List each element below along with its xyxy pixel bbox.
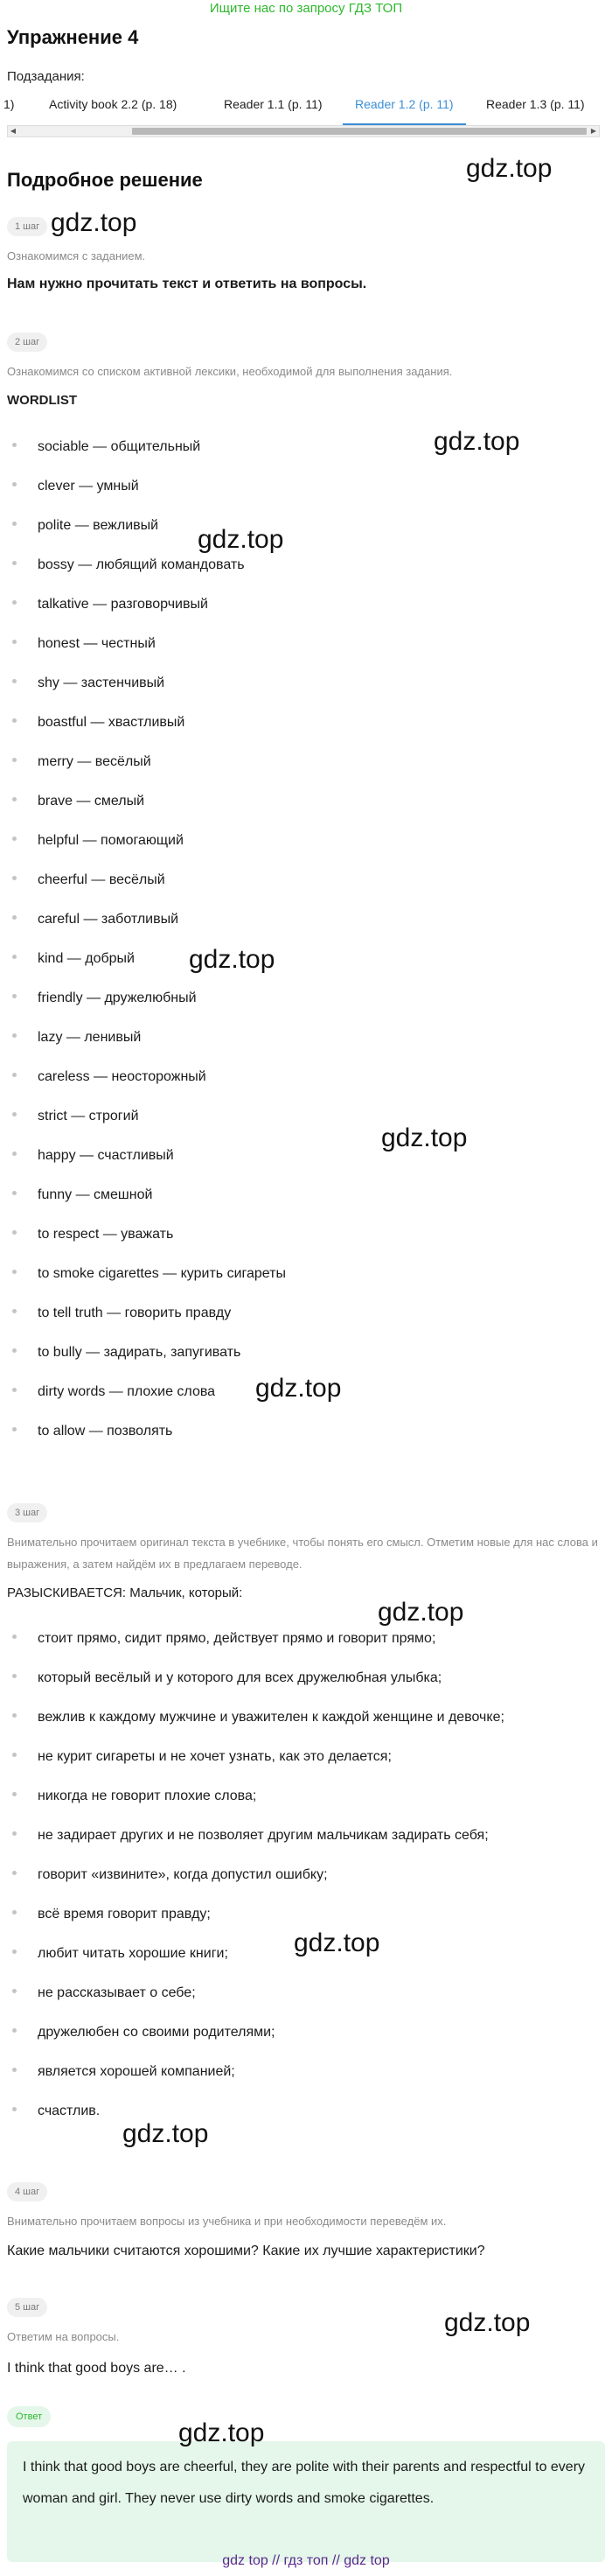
list-item [12,794,144,809]
bullet-icon [12,1191,17,1195]
bullet-icon [12,994,17,998]
bullet-icon [12,2107,17,2111]
list-item [12,1424,172,1439]
bullet-icon [12,1713,17,1718]
wordlist-title: WORDLIST [7,393,77,408]
list-item-text: happy — счастливый [38,1148,174,1163]
bullet-icon [12,600,17,605]
bullet-icon [12,1270,17,1274]
list-item [12,1069,206,1085]
list-item-text: funny — смешной [38,1187,153,1202]
list-item-text: не рассказывает о себе; [38,1985,196,2000]
list-item-text: любит читать хорошие книги; [38,1946,228,1961]
step-4-description: Внимательно прочитаем вопросы из учебника и при необходимости переведём их. [7,2215,447,2228]
list-item [12,1030,141,1046]
bullet-icon [12,1152,17,1156]
list-item [12,1749,392,1765]
list-item-text: friendly — дружелюбный [38,990,197,1005]
promo-banner[interactable]: Ищите нас по запросу ГДЗ ТОП [209,1,403,16]
list-item [12,2104,100,2119]
watermark: gdz.top [178,2418,265,2447]
bullet-icon [12,876,17,880]
list-item [12,1907,211,1922]
list-item [12,636,156,652]
list-item-text: не задирает других и не позволяет другим мальчикам задирать себя; [38,1828,489,1843]
wanted-heading: РАЗЫСКИВАЕТСЯ: Мальчик, который: [7,1586,243,1600]
answer-box [7,2441,605,2562]
list-item [12,990,197,1006]
list-item [12,676,164,691]
bullet-icon [12,522,17,526]
list-item-text: to smoke cigarettes — курить сигареты [38,1266,286,1281]
step-4-badge: 4 шаг [7,2182,47,2202]
subtasks-label: Подзадания: [7,69,85,84]
list-item [12,479,139,494]
list-item-text: strict — строгий [38,1109,139,1124]
tab-reader-1-2[interactable]: Reader 1.2 (p. 11) [355,96,454,122]
bullet-icon [12,836,17,841]
list-item-text: merry — весёлый [38,754,151,769]
list-item-text: clever — умный [38,479,139,494]
list-item-text: honest — честный [38,636,156,651]
list-item-text: не курит сигареты и не хочет узнать, как это делается; [38,1749,392,1764]
list-item [12,2025,275,2040]
bullet-icon [12,718,17,723]
list-item-text: careless — неосторожный [38,1069,206,1084]
bullet-icon [12,1112,17,1116]
list-item [12,951,135,967]
list-item-text: shy — застенчивый [38,676,165,690]
bullet-icon [12,1674,17,1678]
list-item [12,912,178,928]
bullet-icon [12,561,17,565]
list-item [12,715,184,731]
bullet-icon [12,1388,17,1392]
bullet-icon [12,915,17,920]
list-item [12,1946,228,1962]
list-item-text: to bully — задирать, запугивать [38,1345,241,1360]
bullet-icon [12,1871,17,1875]
answer-badge: Ответ [7,2406,51,2427]
subtask-tabs [0,91,612,126]
list-item-text: дружелюбен со своими родителями; [38,2025,275,2040]
step-3-description: Внимательно прочитаем оригинал текста в учебнике, чтобы понять его смысл. Отметим новые для нас слова и выражения, а затем найдём их в предлагаем переводе. [7,1536,598,1571]
watermark: gdz.top [294,1928,380,1957]
list-item-text: helpful — помогающий [38,833,184,848]
watermark: gdz.top [444,2308,531,2337]
bullet-icon [12,1309,17,1313]
list-item-text: bossy — любящий командовать [38,557,245,572]
footer-links[interactable]: gdz top // гдз топ // gdz top [222,2553,390,2568]
answer-text: I think that good boys are cheerful, they are polite with their parents and respectful to every woman and girl. They never use dirty words and smoke cigarettes. [23,2460,586,2506]
list-item [12,439,200,455]
list-item [12,1985,196,2001]
watermark: gdz.top [466,154,553,183]
step-1-badge: 1 шаг [7,217,47,236]
list-item-text: который весёлый и у которого для всех дружелюбная улыбка; [38,1670,442,1685]
list-item [12,1306,231,1321]
scroll-right-icon[interactable]: ▶ [590,127,597,135]
list-item [12,1384,215,1400]
watermark: gdz.top [434,427,520,456]
list-item [12,1631,435,1647]
bullet-icon [12,679,17,683]
exercise-title: Упражнение 4 [7,26,139,48]
step-5-text: I think that good boys are… . [7,2361,186,2376]
list-item [12,872,165,888]
step-2-badge: 2 шаг [7,332,47,352]
bullet-icon [12,1033,17,1038]
bullet-icon [12,1831,17,1836]
list-item-text: lazy — ленивый [38,1030,142,1045]
step-2-description: Ознакомимся со списком активной лексики, необходимой для выполнения задания. [7,365,453,378]
bullet-icon [12,1950,17,1954]
list-item [12,1266,286,1282]
scroll-left-icon[interactable]: ◀ [10,127,17,135]
list-item [12,1670,442,1686]
bullet-icon [12,1910,17,1914]
tabs-scrollbar[interactable] [7,125,600,137]
list-item-text: boastful — хвастливый [38,715,185,730]
list-item [12,1788,256,1804]
list-item [12,2064,235,2080]
list-item-text: является хорошей компанией; [38,2064,235,2079]
bullet-icon [12,443,17,447]
list-item [12,1187,152,1203]
watermark: gdz.top [255,1374,342,1403]
list-item [12,1109,139,1124]
watermark: gdz.top [381,1124,468,1152]
bullet-icon [12,2028,17,2033]
bullet-icon [12,1230,17,1235]
list-item-text: стоит прямо, сидит прямо, действует прямо и говорит прямо; [38,1631,436,1646]
list-item-text: cheerful — весёлый [38,872,165,887]
watermark: gdz.top [378,1598,464,1627]
step-5-description: Ответим на вопросы. [7,2330,120,2343]
scrollbar-thumb[interactable] [132,128,587,135]
list-item-text: to respect — уважать [38,1227,174,1242]
list-item-text: to tell truth — говорить правду [38,1306,232,1320]
bullet-icon [12,797,17,802]
bullet-icon [12,1634,17,1639]
bullet-icon [12,640,17,644]
list-item-text: polite — вежливый [38,518,159,533]
list-item-text: всё время говорит правду; [38,1907,211,1922]
watermark: gdz.top [51,208,137,237]
list-item [12,833,184,849]
list-item-text: вежлив к каждому мужчине и уважителен к каждой женщине и девочке; [38,1710,504,1725]
list-item-text: brave — смелый [38,794,145,808]
list-item [12,754,151,770]
tab-reader-1-1[interactable]: Reader 1.1 (p. 11) [224,97,323,111]
bullet-icon [12,1989,17,1993]
list-item [12,557,245,573]
tab-reader-1-3[interactable]: Reader 1.3 (p. 11) [486,97,585,111]
watermark: gdz.top [189,945,275,974]
list-item [12,1148,174,1164]
bullet-icon [12,955,17,959]
list-item-text: говорит «извините», когда допустил ошибку; [38,1867,328,1882]
watermark: gdz.top [122,2119,209,2148]
list-item [12,597,208,612]
bullet-icon [12,482,17,486]
section-title: Подробное решение [7,169,203,191]
list-item [12,1710,504,1726]
tab-activity-book-2-2[interactable]: Activity book 2.2 (p. 18) [49,97,177,111]
list-item-text: счастлив. [38,2104,101,2118]
tab-partial[interactable]: 1) [3,97,15,111]
step-4-text: Какие мальчики считаются хорошими? Какие их лучшие характеристики? [7,2244,485,2258]
list-item-text: to allow — позволять [38,1424,173,1438]
list-item [12,1828,489,1844]
step-1-description: Ознакомимся с заданием. [7,249,146,262]
step-1-text: Нам нужно прочитать текст и ответить на вопросы. [7,276,367,291]
bullet-icon [12,1427,17,1432]
bullet-icon [12,2068,17,2072]
bullet-icon [12,1348,17,1353]
bullet-icon [12,758,17,762]
list-item-text: sociable — общительный [38,439,201,454]
list-item-text: kind — добрый [38,951,135,966]
list-item [12,1867,328,1883]
list-item [12,1227,173,1242]
bullet-icon [12,1792,17,1796]
list-item [12,518,158,534]
watermark: gdz.top [198,525,284,554]
step-5-badge: 5 шаг [7,2298,47,2317]
list-item [12,1345,240,1361]
step-3-badge: 3 шаг [7,1503,47,1522]
list-item-text: dirty words — плохие слова [38,1384,216,1399]
list-item-text: talkative — разговорчивый [38,597,208,612]
list-item-text: careful — заботливый [38,912,179,927]
bullet-icon [12,1753,17,1757]
list-item-text: никогда не говорит плохие слова; [38,1788,257,1803]
bullet-icon [12,1073,17,1077]
